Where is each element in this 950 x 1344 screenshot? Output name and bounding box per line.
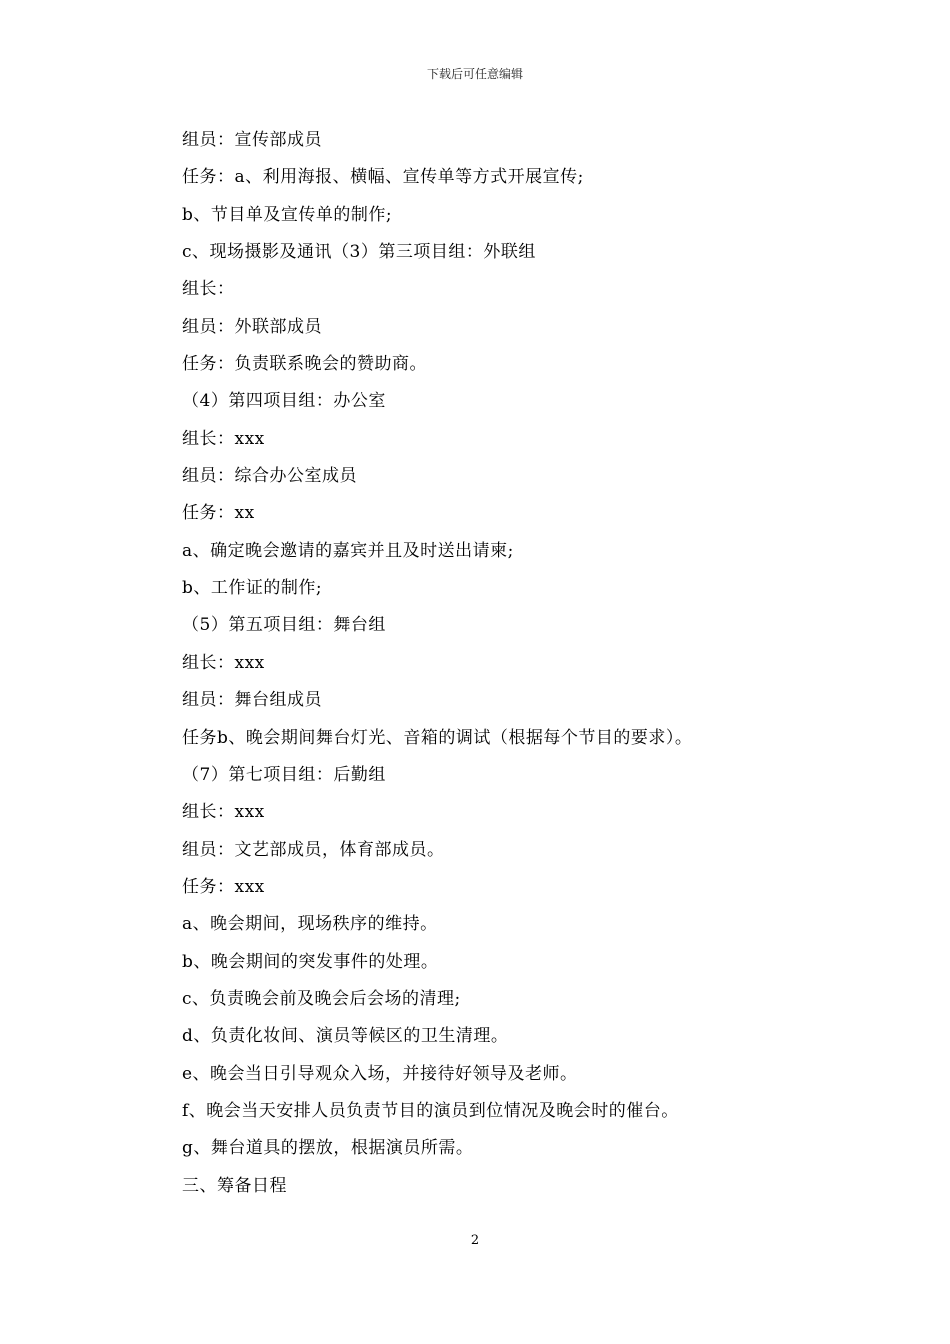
page-number: 2	[470, 1233, 480, 1248]
header-note: 下载后可任意编辑	[426, 67, 523, 81]
text-line: g、舞台道具的摆放，根据演员所需。	[182, 1138, 474, 1159]
text-line: a、晚会期间，现场秩序的维持。	[182, 914, 438, 935]
section-heading: 三、筹备日程	[182, 1175, 287, 1196]
text-line: f、晚会当天安排人员负责节目的演员到位情况及晚会时的催台。	[182, 1100, 679, 1121]
text-line: b、节目单及宣传单的制作;	[182, 204, 393, 225]
text-line: e、晚会当日引导观众入场，并接待好领导及老师。	[182, 1063, 578, 1084]
text-line: b、晚会期间的突发事件的处理。	[182, 951, 439, 972]
text-line: （7）第七项目组：后勤组	[182, 764, 386, 785]
text-line: 任务：负责联系晚会的赞助商。	[182, 354, 427, 375]
text-line: 组员：宣传部成员	[182, 130, 322, 150]
document-body	[182, 122, 782, 1205]
text-line: 组员：综合办公室成员	[182, 466, 357, 487]
text-line: c、负责晚会前及晚会后会场的清理;	[182, 988, 461, 1009]
text-line: b、工作证的制作;	[182, 578, 323, 599]
text-line: 任务b、晚会期间舞台灯光、音箱的调试（根据每个节目的要求）。	[182, 727, 693, 748]
text-line: 组员：舞台组成员	[182, 690, 322, 711]
text-line: 任务：a、利用海报、横幅、宣传单等方式开展宣传;	[182, 167, 584, 188]
text-line: 组长：	[182, 279, 235, 300]
text-line: 组长：xxx	[182, 652, 265, 673]
text-line: c、现场摄影及通讯（3）第三项目组：外联组	[182, 242, 536, 263]
text-line: d、负责化妆间、演员等候区的卫生清理。	[182, 1026, 509, 1047]
text-line: 任务：xxx	[182, 876, 265, 897]
text-line: a、确定晚会邀请的嘉宾并且及时送出请柬;	[182, 540, 514, 561]
text-line: 组员：外联部成员	[182, 316, 322, 337]
text-line: 组长：xxx	[182, 428, 265, 449]
text-line: 组长：xxx	[182, 802, 265, 823]
text-line: 任务：xx	[182, 503, 255, 524]
text-line: （4）第四项目组：办公室	[182, 391, 386, 412]
text-line: （5）第五项目组：舞台组	[182, 615, 386, 636]
text-line: 组员：文艺部成员，体育部成员。	[182, 839, 445, 860]
